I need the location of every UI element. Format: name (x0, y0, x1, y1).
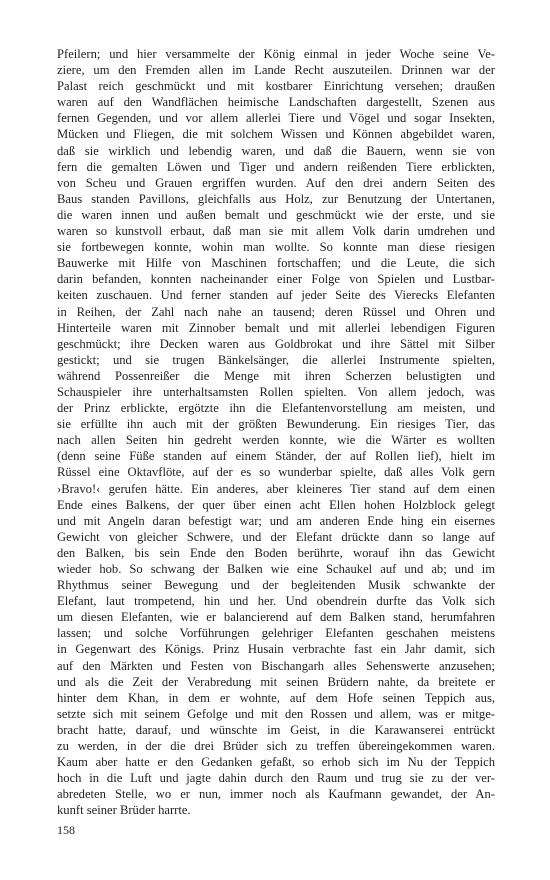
text-line: und als die Zeit der Verabredung mit seinen Brüdern nahte, da breitete er (57, 674, 495, 689)
text-line: daß sie wirklich und lebendig waren, und daß die Bauern, wenn sie von (57, 143, 495, 158)
text-line: auf den Märkten und Festen von Bischangarh alles Sehenswerte anzusehen; (57, 658, 495, 673)
text-line: Hinterteile waren mit Zinnober bemalt und mit allerlei lebendigen Figuren (57, 320, 495, 335)
text-line: Elefant, laut trompetend, hin und her. Und obendrein durfte das Volk sich (57, 594, 495, 609)
text-line: Bauwerke mit Hilfe von Maschinen fortschaffen; und die Leute, die sich (57, 256, 495, 271)
text-line: Pfeilern; und hier versammelte der König einmal in jeder Woche seine Ve- (57, 47, 495, 61)
text-line: den Balken, bis sein Ende den Boden berührte, worauf ihn das Gewicht (57, 545, 495, 560)
text-line: Baus standen Pavillons, gleichfalls aus Holz, zur Benutzung der Untertanen, (57, 191, 495, 206)
text-line: Rhythmus seiner Bewegung und der begleitenden Musik schwankte der (57, 578, 495, 593)
body-text (57, 46, 495, 819)
text-line: der Prinz erblickte, ergötzte ihn die Elefantenvorstellung am meisten, und (57, 401, 495, 416)
text-line: Rüssel eine Oktavflöte, auf der es so wunderbar spielte, daß alles Volk gern (57, 465, 495, 480)
text-line: während Possenreißer die Menge mit ihren Scherzen belustigten und (57, 368, 495, 383)
text-line: Schauspieler ihre unterhaltsamsten Rollen spielten. Von allem jedoch, was (57, 384, 495, 399)
text-line: Gewicht von gleicher Schwere, und der Elefant drückte dann so lange auf (57, 529, 495, 544)
text-line: kunft seiner Brüder harrte. (57, 803, 191, 818)
text-line: keiten zuschauen. Und ferner standen auf jeder Seite des Vierecks Elefanten (57, 288, 495, 303)
text-line: (denn seine Füße standen auf einem Ständer, der auf Rollen lief), hielt im (57, 449, 495, 464)
text-line: setzte sich mit seinem Gefolge und mit den Rossen und allem, was er mitge- (57, 706, 495, 721)
text-line: geschmückt; ihre Decken waren aus Goldbrokat und ihre Sättel mit Silber (57, 336, 495, 351)
text-line: waren so kunstvoll erbaut, daß man sie mit allem Volk darin umdrehen und (57, 224, 495, 239)
text-line: von Scheu und Grauen ergriffen wurden. Auf den drei andern Seiten des (57, 175, 495, 190)
text-line: Mücken und Fliegen, die mit solchem Wissen und Können abgebildet waren, (57, 127, 495, 142)
text-line: wieder hob. So schwang der Balken wie eine Schaukel auf und ab; und im (57, 562, 495, 576)
text-line: sie erfüllte ihn auch mit der größten Bewunderung. Ein riesiges Tier, das (57, 417, 495, 432)
text-line: nach allen Seiten hin gedreht werden konnte, wie die Wärter es wollten (57, 433, 495, 448)
text-line: darin befanden, konnten nacheinander einer Folge von Spielen und Lustbar- (57, 272, 495, 287)
text-line: fernen Gegenden, und vor allem allerlei Tiere und Vögel und sogar Insekten, (57, 111, 495, 126)
text-line: abredeten Stelle, wo er nun, immer noch als Kaufmann gewandet, der An- (57, 787, 495, 802)
text-line: in Reihen, der Zahl nach nahe an tausend; deren Rüssel und Ohren und (57, 304, 495, 319)
text-line: ›Bravo!‹ gerufen hätte. Ein anderes, aber kleineres Tier stand auf dem einen (57, 481, 495, 496)
text-line: um diesen Elefanten, wie er balancierend auf dem Balken stand, herumfahren (57, 610, 495, 625)
text-line: in Gegenwart des Königs. Prinz Husain verbrachte fast ein Jahr damit, sich (57, 642, 495, 657)
text-line: Kaum aber hatte er den Gedanken gefaßt, so erhob sich im Nu der Teppich (57, 755, 495, 770)
text-line: Palast reich geschmückt und mit kostbarer Einrichtung versehen; draußen (57, 79, 495, 94)
text-line: zu werden, in der die drei Brüder sich zu treffen übereingekommen waren. (57, 739, 495, 754)
text-line: die waren innen und außen bemalt und geschmückt wie der erste, und sie (57, 207, 495, 222)
text-line: hinter dem Khan, in dem er wohnte, auf dem Hofe seinen Teppich aus, (57, 690, 495, 705)
text-line: hoch in die Luft und jagte dahin durch den Raum und trug sie zu der ver- (57, 771, 495, 786)
text-line: bracht hatte, darauf, und wünschte im Geist, in die Karawanserei entrückt (57, 722, 495, 737)
text-line: fern die gemalten Löwen und Tiger und andern reißenden Tiere erblickten, (57, 159, 495, 174)
text-line: ziere, um den Fremden allen im Lande Recht auszuteilen. Drinnen war der (57, 63, 495, 78)
text-line: lassen; und solche Vorführungen gelehriger Elefanten geschahen meistens (57, 626, 495, 641)
text-line: waren auf den Wandflächen heimische Landschaften dargestellt, Szenen aus (57, 95, 495, 110)
text-line: sie fortbewegen konnte, wohin man wollte. So konnte man diese riesigen (57, 240, 495, 255)
text-line: und mit Angeln daran befestigt war; und am anderen Ende hing ein eisernes (57, 513, 495, 528)
text-line: gestickt; und sie trugen Bänkelsänger, die allerlei Instrumente spielten, (57, 352, 495, 367)
text-line: Ende eines Balkens, der quer über einen acht Ellen hohen Holzblock gelegt (57, 497, 495, 512)
page-number: 158 (57, 823, 75, 837)
